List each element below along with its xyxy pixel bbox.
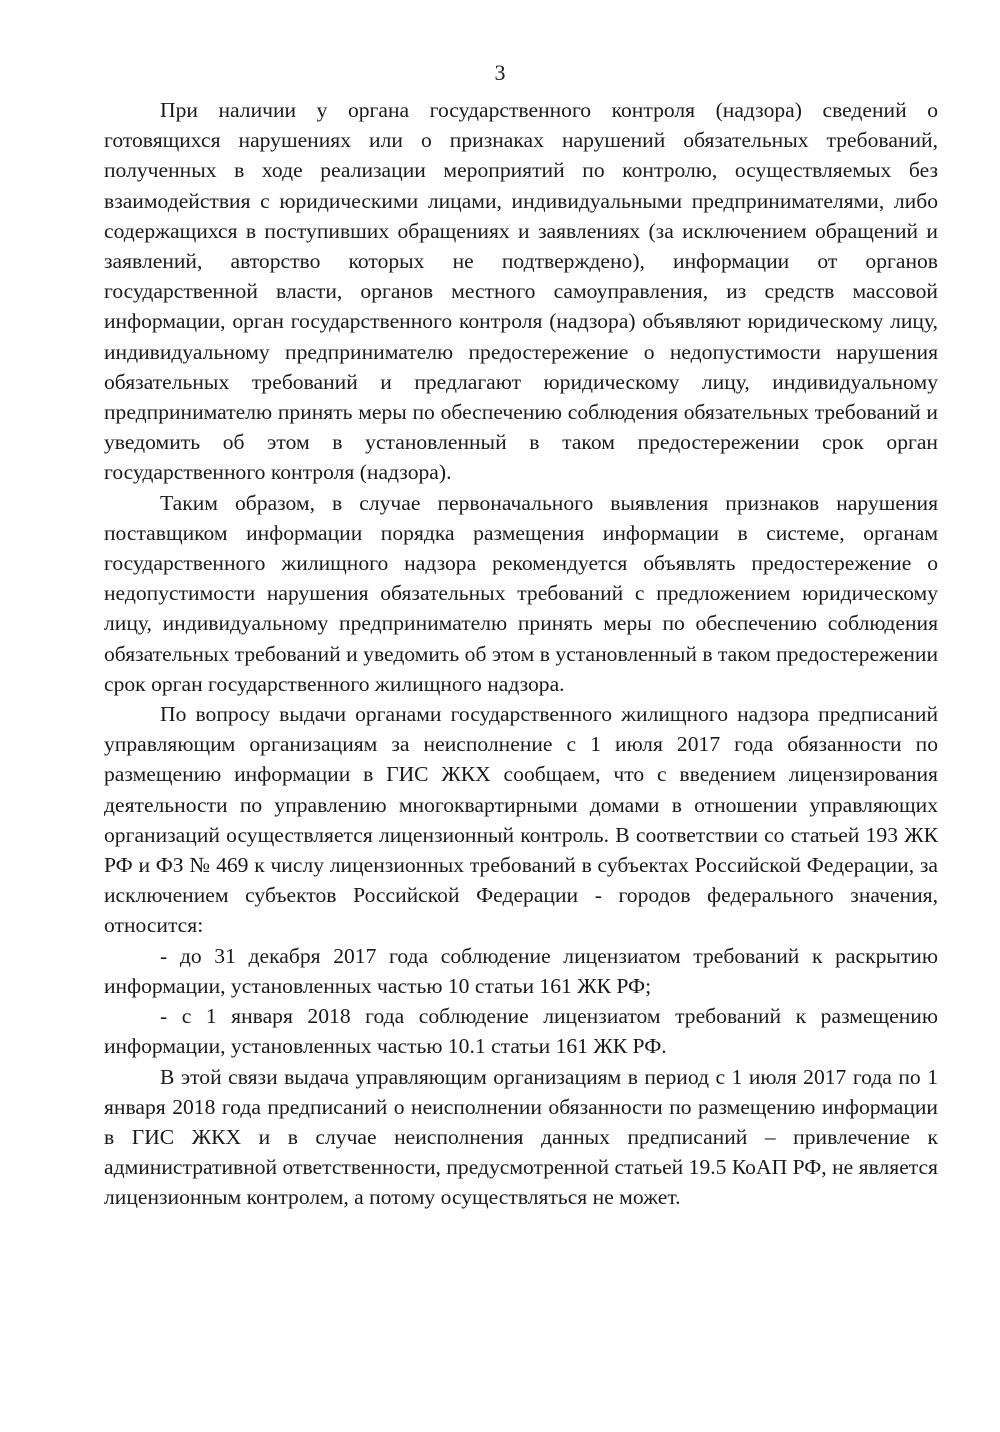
document-body [104,95,938,1213]
paragraph-conclusion: В этой связи выдача управляющим организациям в период с 1 июля 2017 года по 1 января 2018 года предписаний о неисполнении обязанности по размещению информации в ГИС ЖКХ и в случае неисполнения данных предписаний – привлечение к административной ответственности, предусмотренной статьей 19.5 КоАП РФ, не является лицензионным контролем, а потому осуществляться не может. [104,1064,938,1210]
paragraph-license-control: По вопросу выдачи органами государственного жилищного надзора предписаний управляющим организациям за неисполнение с 1 июля 2017 года обязанности по размещению информации в ГИС ЖКХ сообщаем, что с введением лицензирования деятельности по управлению многоквартирными домами в отношении управляющих организаций осуществляется лицензионный контроль. В соответствии со статьей 193 ЖК РФ и ФЗ № 469 к числу лицензионных требований в субъектах Российской Федерации, за исключением субъектов Российской Федерации - городов федерального значения, относится: [104,702,938,938]
page-number: 3 [494,60,506,85]
paragraph-recommendation: Таким образом, в случае первоначального выявления признаков нарушения поставщиком информации порядка размещения информации в системе, органам государственного жилищного надзора рекомендуется объявлять предостережение о недопустимости нарушения обязательных требований с предложением юридическому лицу, индивидуальному предпринимателю принять меры по обеспечению соблюдения обязательных требований и уведомить об этом в установленный в таком предостережении срок орган государственного жилищного надзора. [104,490,938,696]
paragraph-warning-procedure: При наличии у органа государственного контроля (надзора) сведений о готовящихся нарушениях или о признаках нарушений обязательных требований, полученных в ходе реализации мероприятий по контролю, осуществляемых без взаимодействия с юридическими лицами, индивидуальными предпринимателями, либо содержащихся в поступивших обращениях и заявлениях (за исключением обращений и заявлений, авторство которых не подтверждено), информации от органов государственной власти, органов местного самоуправления, из средств массовой информации, орган государственного контроля (надзора) объявляют юридическому лицу, индивидуальному предпринимателю предостережение о недопустимости нарушения обязательных требований и предлагают юридическому лицу, индивидуальному предпринимателю принять меры по обеспечению соблюдения обязательных требований и уведомить об этом в установленный в таком предостережении срок орган государственного контроля (надзора). [104,98,938,485]
list-item-until-2017: - до 31 декабря 2017 года соблюдение лицензиатом требований к раскрытию информации, установленных частью 10 статьи 161 ЖК РФ; [104,943,938,998]
list-item-from-2018: - с 1 января 2018 года соблюдение лицензиатом требований к размещению информации, установленных частью 10.1 статьи 161 ЖК РФ. [104,1004,938,1059]
